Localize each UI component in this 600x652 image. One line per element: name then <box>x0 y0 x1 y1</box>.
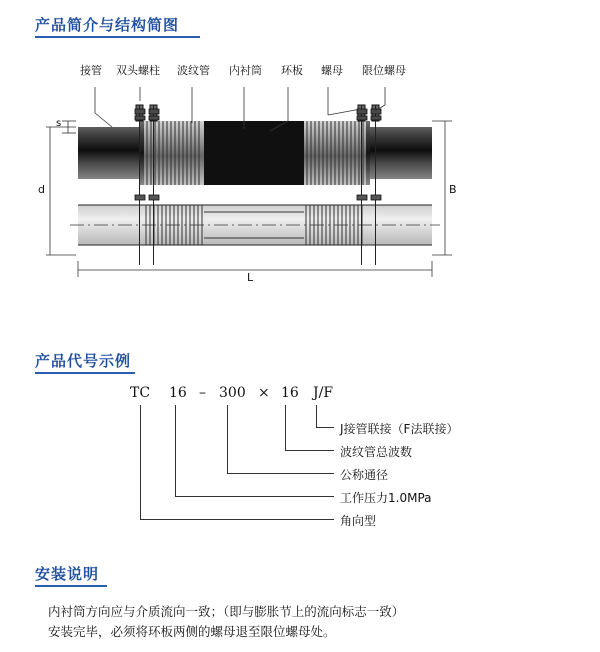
dimension-label-l: L <box>247 271 254 284</box>
section-title-underline <box>35 36 200 38</box>
dimension-label-b: B <box>449 183 457 196</box>
leader-horizontal-0 <box>316 427 334 428</box>
product-structure-diagram <box>38 64 560 284</box>
code-token-1: 16 <box>169 385 187 401</box>
dimension-label-s: s <box>56 118 62 129</box>
callout-label-0: 接管 <box>80 64 102 77</box>
callout-label-3: 内衬筒 <box>229 64 262 77</box>
code-desc-3: 工作压力1.0MPa <box>340 491 432 505</box>
leader-vertical-3 <box>175 405 176 496</box>
dimension-label-d: d <box>38 183 45 196</box>
section-title-install: 安装说明 <box>35 565 100 583</box>
install-note-line-1: 安装完毕，必须将环板两侧的螺母退至限位螺母处。 <box>48 624 336 639</box>
leader-horizontal-1 <box>285 450 334 451</box>
code-token-5: 16 <box>281 385 299 401</box>
callout-label-5: 螺母 <box>321 64 343 77</box>
code-token-4: × <box>258 385 270 401</box>
section-title-underline-code <box>35 372 135 374</box>
code-token-2: – <box>199 385 206 401</box>
leader-vertical-0 <box>316 405 317 427</box>
leader-horizontal-3 <box>175 496 334 497</box>
structure-drawing-svg <box>40 65 560 280</box>
leader-vertical-2 <box>227 405 228 473</box>
product-code-example <box>0 375 600 535</box>
leader-vertical-4 <box>140 405 141 519</box>
code-desc-2: 公称通径 <box>340 468 389 482</box>
code-desc-0: J接管联接（F法联接） <box>340 422 459 436</box>
code-token-0: TC <box>130 385 151 401</box>
install-note-line-0: 内衬筒方向应与介质流向一致；（即与膨胀节上的流向标志一致） <box>48 604 405 619</box>
code-desc-1: 波纹管总波数 <box>340 445 413 459</box>
callout-label-4: 环板 <box>281 64 303 77</box>
leader-horizontal-2 <box>227 473 334 474</box>
callout-label-1: 双头螺柱 <box>116 64 160 77</box>
code-desc-4: 角向型 <box>340 514 377 528</box>
leader-horizontal-4 <box>140 519 334 520</box>
callout-label-2: 波纹管 <box>177 64 210 77</box>
section-title-underline-install <box>35 585 107 587</box>
leader-vertical-1 <box>285 405 286 450</box>
code-token-3: 300 <box>219 385 246 401</box>
callout-label-6: 限位螺母 <box>362 64 406 77</box>
section-title-code: 产品代号示例 <box>35 352 132 370</box>
code-token-6: J/F <box>313 385 334 401</box>
section-title-structure: 产品简介与结构简图 <box>35 16 180 34</box>
